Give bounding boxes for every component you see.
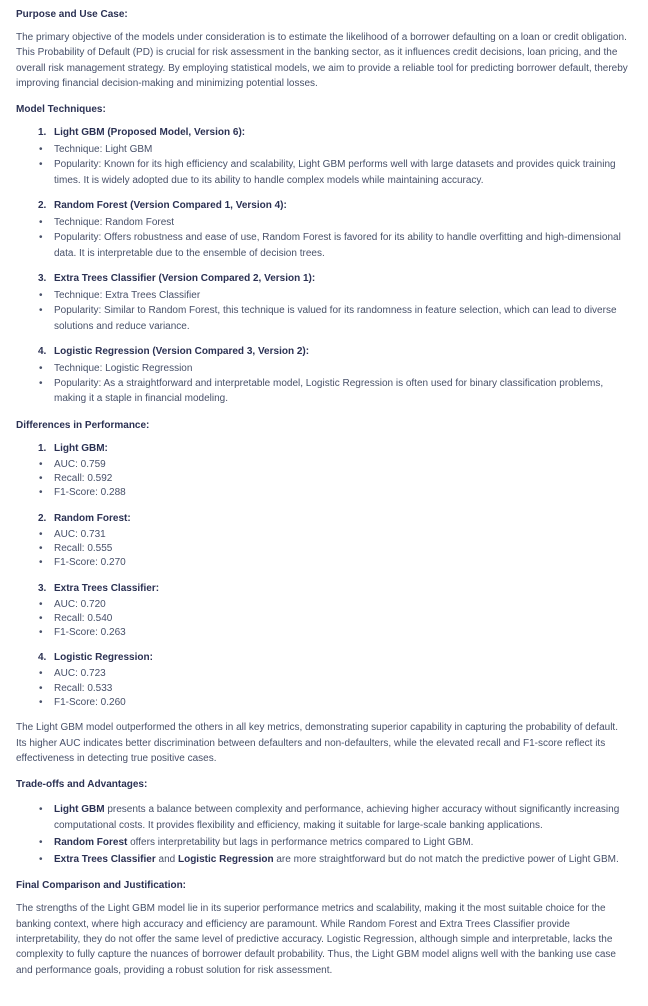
bullet-icon <box>39 157 53 172</box>
tradeoffs-heading: Trade-offs and Advantages: <box>16 779 148 791</box>
performance-item-random-forest <box>16 511 631 571</box>
metric-value: F1-Score: 0.270 <box>54 557 126 569</box>
item-title: Logistic Regression: <box>54 652 153 664</box>
final-heading: Final Comparison and Justification: <box>16 880 187 892</box>
technique-text: Technique: Light GBM <box>54 144 153 156</box>
metric-value: Recall: 0.533 <box>54 682 113 694</box>
item-number: 3. <box>38 582 47 594</box>
techniques-heading: Model Techniques: <box>16 104 106 116</box>
technique-item-logistic-regression <box>16 344 631 407</box>
metric-value: F1-Score: 0.288 <box>54 487 126 499</box>
purpose-paragraph: The primary objective of the models under consideration is to estimate the likelihood of a borrower defaulting on a loan or credit obligation. This Probability of Default (PD) is crucial for risk assessment in the banking sector, as it influences credit decisions, loan pricing, and the overall risk management strategy. By employing statistical models, we aim to provide a reliable tool for predicting borrower default, thereby improving financial decision-making and minimizing potential losses. <box>16 32 628 89</box>
bullet-icon <box>39 556 53 570</box>
popularity-text: Popularity: Known for its high efficiency and scalability, Light GBM performs well with large datasets and provides quick training times. It is widely adopted due to its ability to handle complex models while maintaining accuracy. <box>54 159 616 186</box>
bullet-icon <box>39 682 53 696</box>
tradeoff-text: are more straightforward but do not match the predictive power of Light GBM. <box>273 854 619 866</box>
bullet-icon <box>39 626 53 640</box>
list-item <box>16 142 631 157</box>
tradeoff-text: presents a balance between complexity and performance, achieving higher accuracy without significantly increasing computational costs. It provides flexibility and efficiency, making it suitable for large-scale banking applications. <box>54 804 620 831</box>
metric-auc <box>16 667 631 681</box>
metric-value: Recall: 0.540 <box>54 612 113 624</box>
item-number: 4. <box>38 345 47 357</box>
model-name-bold: Extra Trees Classifier <box>54 854 156 866</box>
performance-item-lightgbm <box>16 441 631 501</box>
metric-f1 <box>16 696 631 710</box>
metric-auc <box>16 528 631 542</box>
tradeoff-text: offers interpretability but lags in performance metrics compared to Light GBM. <box>127 836 474 848</box>
bullet-icon <box>39 542 53 556</box>
popularity-text: Popularity: Similar to Random Forest, this technique is valued for its randomness in feature selection, which can lead to diverse solutions and reduce variance. <box>54 305 617 332</box>
tradeoff-item-lightgbm <box>16 802 631 833</box>
bullet-icon <box>39 303 53 318</box>
purpose-heading: Purpose and Use Case: <box>16 9 128 20</box>
bullet-icon <box>39 458 53 472</box>
bullet-icon <box>39 667 53 681</box>
bullet-icon <box>39 612 53 626</box>
metric-value: F1-Score: 0.260 <box>54 697 126 709</box>
tradeoffs-list <box>16 802 631 867</box>
metric-value: F1-Score: 0.263 <box>54 627 126 639</box>
bullet-icon <box>39 598 53 612</box>
item-number: 2. <box>38 512 47 524</box>
technique-text: Technique: Extra Trees Classifier <box>54 289 201 301</box>
item-title: Extra Trees Classifier: <box>54 582 160 594</box>
tradeoff-item-extra-trees-logistic <box>16 852 631 867</box>
bullet-icon <box>39 288 53 303</box>
metric-value: AUC: 0.723 <box>54 668 106 680</box>
performance-item-extra-trees <box>16 581 631 641</box>
metric-recall <box>16 612 631 626</box>
bullet-icon <box>39 528 53 542</box>
item-title-row <box>16 125 631 140</box>
metric-value: AUC: 0.731 <box>54 528 106 540</box>
popularity-text: Popularity: Offers robustness and ease of use, Random Forest is favored for its ability to handle overfitting and high-dimensional data. It is interpretable due to the ensemble of decision trees. <box>54 232 621 259</box>
bullet-icon <box>39 835 53 850</box>
bullet-icon <box>39 696 53 710</box>
bullet-icon <box>39 486 53 500</box>
item-title: Logistic Regression (Version Compared 3, Version 2): <box>54 345 310 357</box>
bullet-icon <box>39 215 53 230</box>
item-number: 3. <box>38 272 47 284</box>
bullet-icon <box>39 472 53 486</box>
metric-f1 <box>16 556 631 570</box>
model-name-bold: Random Forest <box>54 836 128 848</box>
list-item <box>16 157 631 188</box>
final-paragraph: The strengths of the Light GBM model lie in its superior performance metrics and scalability, making it the most suitable choice for the banking context, where high accuracy and efficiency are paramount. While Random Forest and Extra Trees Classifier provide interpretability, they do not offer the same level of predictive accuracy. Logistic Regression, although simple and interpretable, lacks the complexity to fully capture the nuances of borrower default probability. Thus, the Light GBM model aligns well with the banking use case and performance goals, providing a robust solution for risk assessment. <box>16 903 616 976</box>
performance-summary-paragraph: The Light GBM model outperformed the others in all key metrics, demonstrating superior capability in capturing the probability of default. Its higher AUC indicates better discrimination between defaulters and non-defaulters, while the elevated recall and F1-score reflect its effectiveness in detecting true positive cases. <box>16 722 618 764</box>
bullet-icon <box>39 802 53 817</box>
metric-auc <box>16 598 631 612</box>
item-number: 1. <box>38 442 47 454</box>
item-number: 1. <box>38 127 47 139</box>
tradeoff-item-random-forest <box>16 835 631 850</box>
metric-f1 <box>16 486 631 500</box>
technique-item-lightgbm <box>16 125 631 188</box>
metric-value: AUC: 0.720 <box>54 598 106 610</box>
technique-text: Technique: Random Forest <box>54 217 175 229</box>
list-item <box>16 288 631 303</box>
metric-recall <box>16 472 631 486</box>
item-title: Light GBM: <box>54 442 108 454</box>
technique-item-random-forest <box>16 198 631 261</box>
item-number: 4. <box>38 652 47 664</box>
performance-heading: Differences in Performance: <box>16 419 150 431</box>
bullet-icon <box>39 376 53 391</box>
list-item <box>16 230 631 261</box>
bullet-icon <box>39 361 53 376</box>
list-item <box>16 376 631 407</box>
item-title: Random Forest: <box>54 512 131 524</box>
metric-value: Recall: 0.592 <box>54 473 113 485</box>
metric-recall <box>16 682 631 696</box>
list-item <box>16 215 631 230</box>
item-title-row <box>16 271 631 286</box>
metric-value: AUC: 0.759 <box>54 458 106 470</box>
tradeoff-text: and <box>155 854 178 866</box>
item-title-row <box>16 650 631 665</box>
item-title-row <box>16 511 631 526</box>
item-title-row <box>16 198 631 213</box>
popularity-text: Popularity: As a straightforward and interpretable model, Logistic Regression is often used for binary classification problems, making it a staple in financial modeling. <box>54 378 604 405</box>
metric-value: Recall: 0.555 <box>54 542 113 554</box>
bullet-icon <box>39 230 53 245</box>
technique-item-extra-trees <box>16 271 631 334</box>
metric-recall <box>16 542 631 556</box>
item-title-row <box>16 581 631 596</box>
model-name-bold: Light GBM <box>54 804 105 816</box>
item-number: 2. <box>38 200 47 212</box>
bullet-icon <box>39 142 53 157</box>
item-title-row <box>16 441 631 456</box>
metric-auc <box>16 458 631 472</box>
item-title: Light GBM (Proposed Model, Version 6): <box>54 127 246 139</box>
item-title: Extra Trees Classifier (Version Compared 2, Version 1): <box>54 272 316 284</box>
item-title-row <box>16 344 631 359</box>
list-item <box>16 361 631 376</box>
item-title: Random Forest (Version Compared 1, Version 4): <box>54 200 287 212</box>
performance-item-logistic-regression <box>16 650 631 710</box>
metric-f1 <box>16 626 631 640</box>
technique-text: Technique: Logistic Regression <box>54 362 193 374</box>
bullet-icon <box>39 852 53 867</box>
model-name-bold: Logistic Regression <box>177 854 274 866</box>
list-item <box>16 303 631 334</box>
